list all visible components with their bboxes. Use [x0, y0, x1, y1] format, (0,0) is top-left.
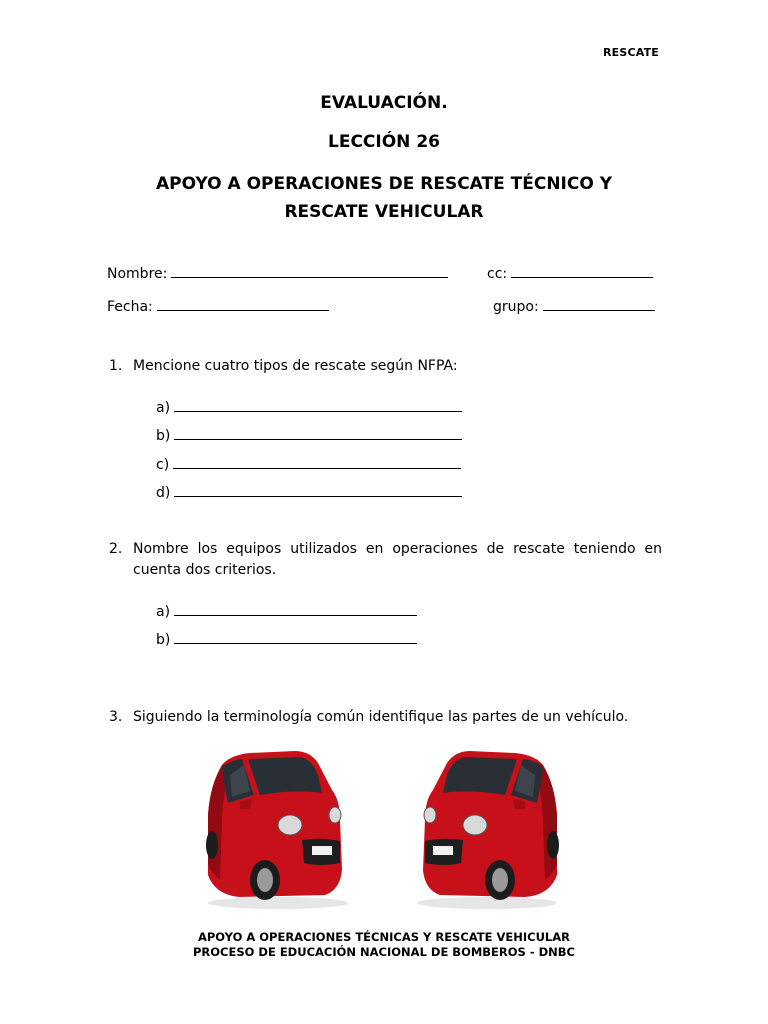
page-title: EVALUACIÓN. [320, 93, 448, 113]
question-3-number: 3. [109, 709, 123, 725]
cc-input-line[interactable] [511, 264, 653, 278]
q1-option-a [156, 398, 462, 416]
q2-option-a-label: a) [156, 604, 171, 620]
car-image-left [200, 745, 350, 910]
grupo-label: grupo: [493, 299, 539, 315]
footer-line-2: PROCESO DE EDUCACIÓN NACIONAL DE BOMBEROS - DNBC [193, 945, 575, 959]
lesson-title: LECCIÓN 26 [328, 132, 440, 152]
nombre-label: Nombre: [107, 266, 168, 282]
cc-field [487, 264, 653, 282]
q1-option-c-line[interactable] [173, 455, 461, 469]
q1-option-d-label: d) [156, 485, 171, 501]
q2-option-b-line[interactable] [174, 630, 417, 644]
nombre-field [107, 264, 448, 282]
q1-option-c [156, 455, 461, 473]
subject-title: APOYO A OPERACIONES DE RESCATE TÉCNICO Y RESCATE VEHICULAR [155, 174, 613, 222]
question-2-number: 2. [109, 541, 123, 557]
q2-option-a-line[interactable] [174, 602, 417, 616]
q1-option-b-line[interactable] [174, 426, 462, 440]
header-tag: RESCATE [602, 46, 659, 59]
car-image-right [415, 745, 565, 910]
q2-option-b [156, 630, 417, 648]
q1-option-a-line[interactable] [174, 398, 462, 412]
question-1-text: Mencione cuatro tipos de rescate según NFPA: [133, 358, 458, 374]
grupo-field [493, 297, 655, 315]
q1-option-c-label: c) [156, 457, 170, 473]
car-icon [206, 751, 348, 909]
nombre-input-line[interactable] [171, 264, 448, 278]
q1-option-b [156, 426, 462, 444]
fecha-label: Fecha: [107, 299, 153, 315]
question-3-text: Siguiendo la terminología común identifique las partes de un vehículo. [133, 709, 629, 725]
q1-option-a-label: a) [156, 400, 171, 416]
fecha-input-line[interactable] [157, 297, 329, 311]
footer-line-1: APOYO A OPERACIONES TÉCNICAS Y RESCATE VEHICULAR [197, 930, 571, 944]
q1-option-b-label: b) [156, 428, 171, 444]
question-2-text: Nombre los equipos utilizados en operaciones de rescate teniendo en cuenta dos criterios. [133, 541, 662, 578]
q1-option-d [156, 483, 462, 501]
car-icon [417, 751, 559, 909]
q2-option-b-label: b) [156, 632, 171, 648]
fecha-field [107, 297, 329, 315]
q2-option-a [156, 602, 417, 620]
cc-label: cc: [487, 266, 508, 282]
q1-option-d-line[interactable] [174, 483, 462, 497]
question-1-number: 1. [109, 358, 123, 374]
grupo-input-line[interactable] [543, 297, 655, 311]
